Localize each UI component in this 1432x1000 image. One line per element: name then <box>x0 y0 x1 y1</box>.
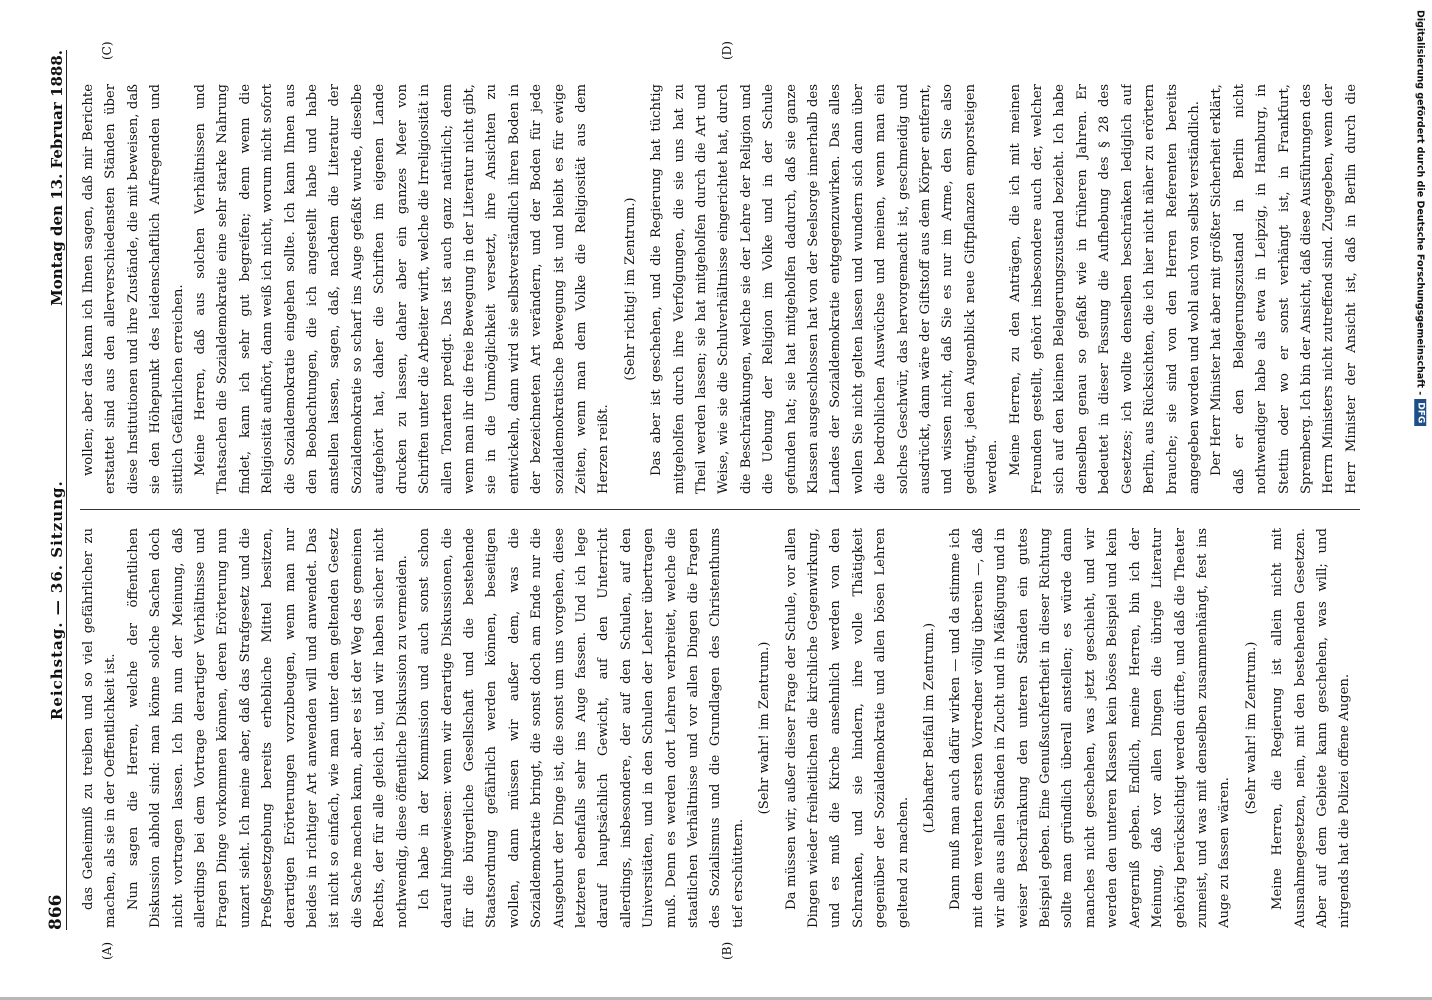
right-paragraph: Meine Herren, zu den Anträgen, die ich mit meinen Freunden gestellt, gehört insbesondere auch der, welcher sich auf den kleinen Belagerungszustand bezieht. Ich habe denselben genau so gefaßt wie in früheren Jahren. Er bedeutet in dieser Fassung die Aufhebung des § 28 des Gesetzes; ich wollte denselben beschränken lediglich auf Berlin, aus Rücksichten, die ich hier nicht näher zu erörtern brauche; sie sind von den Herren Referenten bereits angegeben worden und wohl auch von selbst verständlich. <box>1007 84 1202 494</box>
margin-marker-b: (B) <box>720 941 734 960</box>
margin-marker-d: (D) <box>720 41 734 60</box>
margin-marker-a: (A) <box>100 941 114 960</box>
left-interjection: (Lebhafter Beifall im Zentrum.) <box>922 622 938 834</box>
credit-text: Digitalisierung gefördert durch die Deutsche Forschungsgemeinschaft - <box>1414 10 1426 396</box>
left-paragraph: Ich habe in der Kommission und auch sonst schon darauf hingewiesen: wenn wir derartige Diskussionen, die für die bürgerliche Gesellschaft und die bestehende Staatsordnung gefährlich werden können, beseitigen wollen, dann müssen wir außer dem, was die Sozialdemokratie bringt, die sonst doch am Ende nur die Ausgeburt der Dinge ist, die sonst um uns vorgehen, diese letzteren ebenfalls sehr ins Auge fassen. Und ich lege darauf hauptsächlich Gewicht, auf den Unterricht allerdings, insbesondere, der auf den Schulen, auf den Universitäten, und in den Schulen der Lehrer übertragen muß. Denn es werden dort Lehren verbreitet, welche die staatlichen Verhältnisse und vor allen Dingen die Fragen des Sozialismus und die Grundlagen des Christenthums tief erschüttern. <box>417 528 746 928</box>
left-paragraph: Meine Herren, die Regierung ist allein nicht mit Ausnahmegesetzen, nein, mit den bestehenden Gesetzen. Aber auf dem Gebiete kann geschehen, was will; und nirgends hat die Polizei offene Augen. <box>1270 528 1353 928</box>
left-paragraph: Da müssen wir, außer dieser Frage der Schule, vor allen Dingen wieder freiheitlichen die kirchliche Gegenwirkung, und es muß die Kirche ansehnlich werden von den Schranken, und sie hindern, ihre volle Thätigkeit gegenüber der Sozialdemokratie und allen bösen Lehren geltend zu machen. <box>783 528 911 928</box>
digitization-credit <box>1414 10 1426 426</box>
right-paragraph: wollen; aber das kann ich Ihnen sagen, daß mir Berichte erstattet sind aus den allerverschiedensten Ständen über diese Institutionen und ihre Zustände, die mit beweisen, daß sie den Höhepunkt des leidenschaftlich Aufregenden und sittlich Gefährlichen erreichen. <box>81 84 186 494</box>
left-paragraph: Nun sagen die Herren, welche der öffentlichen Diskussion abhold sind: man könne solche Sachen doch nicht vortragen lassen. Ich bin nun der Meinung, daß allerdings bei dem Vortrage derartiger Verhältnisse und Fragen Dinge vorkommen können, deren Erörterung nun unzart sieht. Ich meine aber, daß das Strafgesetz und die Preßgesetzgebung bereits erhebliche Mittel besitzen, derartigen Erörterungen vorzubeugen, wenn man nur beides in richtiger Art anwenden will und anwendet. Das ist nicht so einfach, wie man unter dem geltenden Gesetz die Sache machen kann, aber es ist der Weg des gemeinen Rechts, der für alle gleich ist, und wir haben sicher nicht nothwendig, diese öffentliche Diskussion zu vermeiden. <box>125 528 410 928</box>
left-paragraph: das Geheimniß zu treiben und so viel gefährlicher zu machen, als sie in der Oeffentlichkeit ist. <box>81 528 119 928</box>
left-interjection: (Sehr wahr! im Zentrum.) <box>1243 641 1259 815</box>
right-paragraph: Das aber ist geschehen, und die Regierung hat tüchtig mitgeholfen durch ihre Verfolgungen, die sie uns hat zu Theil werden lassen; sie hat mitgeholfen durch die Art und Weise, wie sie die Schulverhältnisse eingerichtet hat, durch die Beschränkungen, welche sie der Lehre der Religion und die Uebung der Religion im Volke und in der Schule gefunden hat; sie hat mitgeholfen dadurch, daß sie ganze Klassen ausgeschlossen hat von der Seelsorge innerhalb des Landes der Sozialdemokratie entgegenzuwirken. Das alles wollen Sie nicht gelten lassen und wundern sich dann über die bedrohlichen Auswüchse und meinen, wenn man ein solches Geschwür, das hervorgemacht ist, geschmeidig und ausdrückt, dann wäre der Giftstoff aus dem Körper entfernt, und wissen nicht, daß Sie es nur im Arme, den Sie also gedüngt, jeden Augenblick neue Giftpflanzen emporsteigen werden. <box>649 84 1001 494</box>
page-number: 866 <box>46 894 66 930</box>
column-divider <box>80 509 1360 510</box>
right-paragraph: Der Herr Minister hat aber mit größter Sicherheit erklärt, daß er den Belagerungszustand in Berlin nicht nothwendiger habe als etwa in Leipzig, in Hamburg, in Stettin oder wo er sonst verhängt ist, in Frankfurt, Spremberg. Ich bin der Ansicht, daß diese Ausführungen des Herrn Ministers nicht zutreffend sind. Zugegeben, wenn der Herr Minister der Ansicht ist, daß in Berlin durch die <box>1209 84 1359 494</box>
session-title: Reichstag. — 36. Sitzung. <box>48 480 66 721</box>
right-interjection: (Sehr richtig! im Zentrum.) <box>622 197 638 381</box>
page-header <box>30 50 67 930</box>
text-column-left <box>78 528 1360 928</box>
dfg-logo: DFG <box>1414 399 1426 426</box>
margin-marker-c: (C) <box>100 41 114 60</box>
left-interjection: (Sehr wahr! im Zentrum.) <box>757 641 773 815</box>
left-paragraph: Dann muß man auch dafür wirken — und da stimme ich mit dem verehrten ersten Vorredner völlig überein —, daß wir alle aus allen Ständen in Zucht und in Mäßigung und in weiser Beschränkung den unteren Ständen ein gutes Beispiel geben. Eine Genußsuchfertheit in dieser Richtung sollte man gründlich überall anstellen; es würde dann manches nicht geschehen, was jetzt geschieht, und wir werden den unteren Klassen kein böses Beispiel und kein Aergerniß geben. Endlich, meine Herren, bin ich der Meinung, daß vor allen Dingen die übrige Literatur gehörig berücksichtigt werden dürfte, und daß die Theater zumeist, und was mit denselben zusammenhängt, fest ins Auge zu fassen wären. <box>948 528 1233 928</box>
right-paragraph: Meine Herren, daß aus solchen Verhältnissen und Thatsachen die Sozialdemokratie eine sehr starke Nahrung findet, kann ich sehr gut begreifen; denn wenn die Religiosität aufhört, dann weiß ich nicht, worum nicht sofort die Sozialdemokratie eingehen sollte. Ich kann Ihnen aus den Beobachtungen, die ich angestellt habe und habe anstellen lassen, sagen, daß, nachdem die Literatur der Sozialdemokratie so scharf ins Auge gefaßt wurde, dieselbe aufgehört hat, daher die Schriften im eigenen Lande drucken zu lassen, daher aber ein ganzes Meer von Schriften unter die Arbeiter wirft, welche die Irreligiosität in allen Tonarten predigt. Das ist auch ganz natürlich; denn wenn man ihr die freie Bewegung in der Literatur nicht gibt, sie in die Unmöglichkeit versetzt, ihre Ansichten zu entwickeln, dann wird sie selbstverständlich ihren Boden in der bezeichneten Art verändern, und der Boden für jede sozialdemokratische Bewegung ist und bleibt es für ewige Zeiten, wenn man dem Volke die Religiosität aus dem Herzen reißt. <box>193 84 612 494</box>
session-date: Montag den 13. Februar 1888. <box>48 50 66 306</box>
text-column-right <box>78 84 1360 494</box>
